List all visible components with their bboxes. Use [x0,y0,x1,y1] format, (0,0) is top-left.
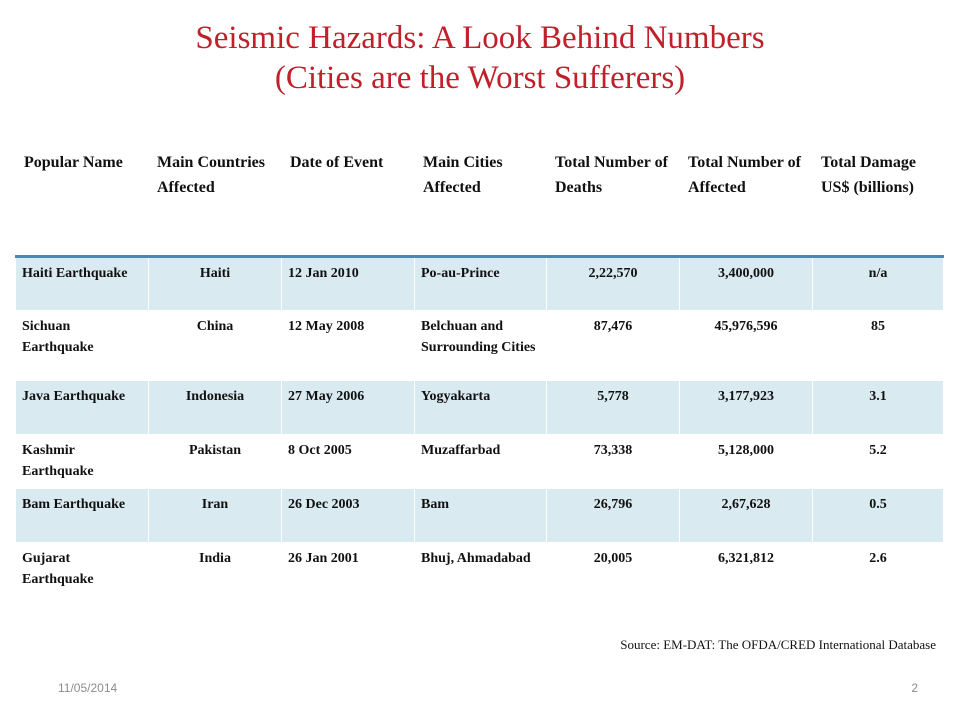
header-total-damage: Total Damage US$ (billions) [813,144,944,257]
cell-popular-name: Sichuan Earthquake [16,311,149,381]
cell-popular-name: Bam Earthquake [16,489,149,543]
table-row [16,381,944,435]
slide-title-line1: Seismic Hazards: A Look Behind Numbers [195,20,765,56]
cell-cities: Muzaffarbad [415,435,547,489]
source-note: Source: EM-DAT: The OFDA/CRED International Database [620,637,936,652]
cell-cities: Bhuj, Ahmadabad [415,543,547,597]
cell-damage: 85 [813,311,944,381]
cell-date: 27 May 2006 [282,381,415,435]
table-row [16,311,944,381]
table-row [16,543,944,597]
cell-damage: 5.2 [813,435,944,489]
slide-title [0,18,960,98]
footer-date: 11/05/2014 [58,681,118,695]
cell-popular-name: Gujarat Earthquake [16,543,149,597]
cell-date: 12 May 2008 [282,311,415,381]
cell-popular-name: Haiti Earthquake [16,257,149,311]
cell-cities: Bam [415,489,547,543]
table-row [16,435,944,489]
cell-date: 12 Jan 2010 [282,257,415,311]
header-total-deaths: Total Number of Deaths [547,144,680,257]
cell-country: Indonesia [149,381,282,435]
cell-date: 26 Jan 2001 [282,543,415,597]
header-main-cities: Main Cities Affected [415,144,547,257]
cell-country: India [149,543,282,597]
cell-cities: Belchuan and Surrounding Cities [415,311,547,381]
earthquake-table [15,143,944,597]
table-row [16,257,944,311]
cell-affected: 3,400,000 [680,257,813,311]
cell-affected: 2,67,628 [680,489,813,543]
page-number: 2 [911,681,918,695]
header-main-countries: Main Countries Affected [149,144,282,257]
cell-cities: Yogyakarta [415,381,547,435]
cell-date: 8 Oct 2005 [282,435,415,489]
cell-country: China [149,311,282,381]
table-row [16,489,944,543]
cell-deaths: 2,22,570 [547,257,680,311]
slide-title-line2: (Cities are the Worst Sufferers) [274,60,686,96]
cell-date: 26 Dec 2003 [282,489,415,543]
table-body [16,257,944,597]
header-popular-name: Popular Name [16,144,149,257]
cell-affected: 3,177,923 [680,381,813,435]
cell-deaths: 20,005 [547,543,680,597]
header-row [16,144,944,257]
cell-popular-name: Kashmir Earthquake [16,435,149,489]
cell-country: Iran [149,489,282,543]
cell-deaths: 73,338 [547,435,680,489]
cell-damage: 2.6 [813,543,944,597]
cell-cities: Po-au-Prince [415,257,547,311]
cell-affected: 5,128,000 [680,435,813,489]
header-total-affected: Total Number of Affected [680,144,813,257]
cell-deaths: 26,796 [547,489,680,543]
cell-popular-name: Java Earthquake [16,381,149,435]
cell-country: Pakistan [149,435,282,489]
cell-damage: 0.5 [813,489,944,543]
cell-damage: 3.1 [813,381,944,435]
cell-country: Haiti [149,257,282,311]
table-header [16,144,944,257]
cell-deaths: 87,476 [547,311,680,381]
cell-deaths: 5,778 [547,381,680,435]
cell-affected: 45,976,596 [680,311,813,381]
cell-affected: 6,321,812 [680,543,813,597]
cell-damage: n/a [813,257,944,311]
header-date-of-event: Date of Event [282,144,415,257]
